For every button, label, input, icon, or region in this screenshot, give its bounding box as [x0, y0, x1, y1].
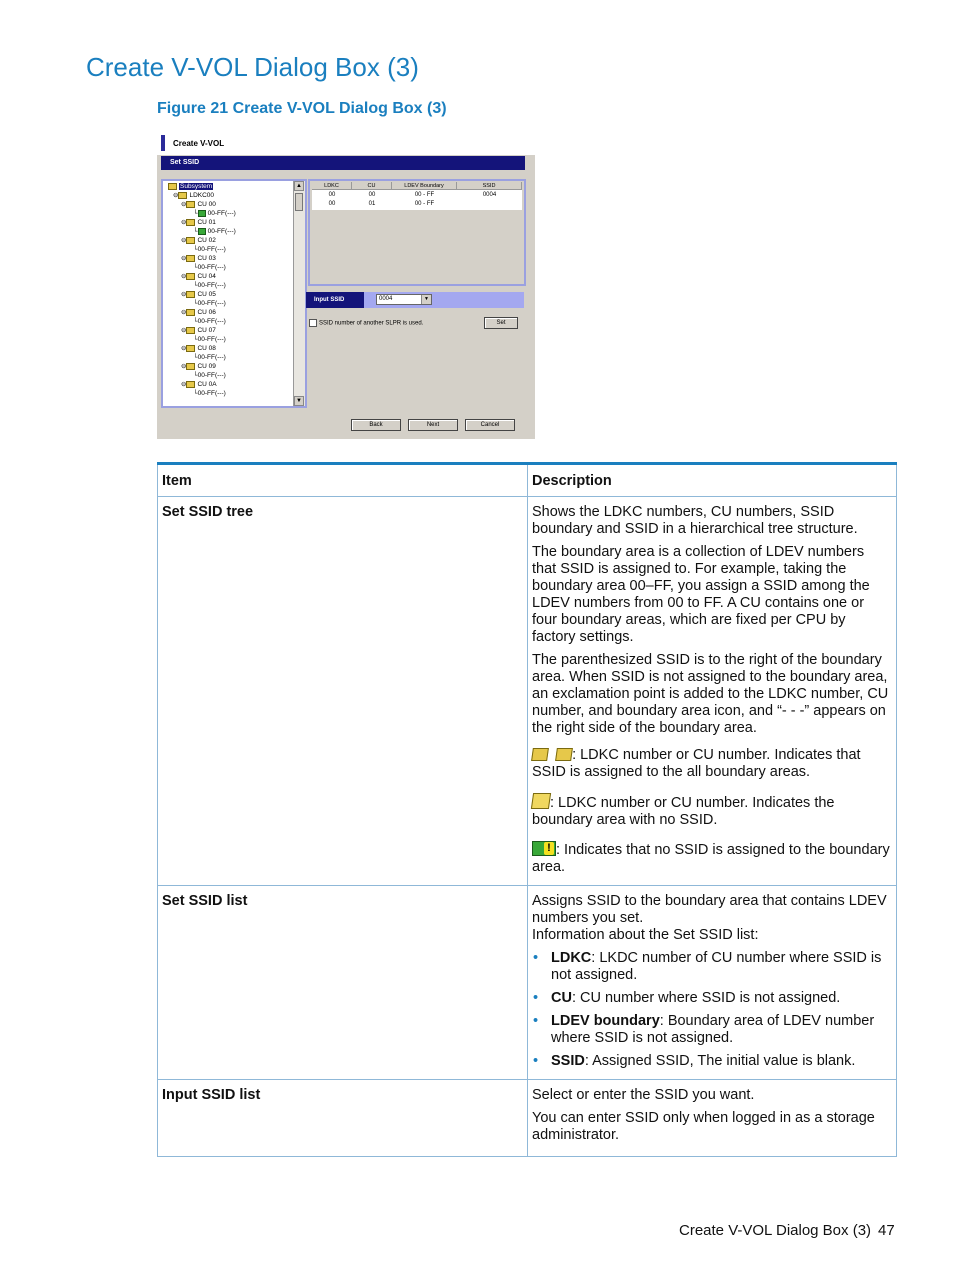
tree-ldkc[interactable]: ⊖ LDKC00 [173, 192, 215, 200]
folder-warning-icon [531, 793, 551, 809]
folder-icon [186, 345, 195, 352]
list-item: • LDKC: LKDC number of CU number where SSID is not assigned. [551, 950, 891, 984]
tree-boundary[interactable]: └00-FF(---) [193, 300, 226, 307]
folder-icon [186, 219, 195, 226]
tree-boundary[interactable]: └00-FF(---) [193, 372, 226, 379]
tree-cu[interactable]: ⊖ CU 07 [181, 327, 216, 335]
folder-icon [168, 183, 177, 190]
info-list [532, 950, 891, 1070]
tree-cu[interactable]: ⊖ CU 04 [181, 273, 216, 281]
description-paragraph: The parenthesized SSID is to the right of the boundary area. When SSID is not assigned to the boundary area, an exclamation point is added to the LDKC number, CU number, and boundary area icon, and “- - -” appears on the right side of the boundary area. [532, 652, 889, 736]
chevron-down-icon[interactable]: ▼ [421, 295, 431, 304]
col-header-ssid[interactable]: SSID [457, 182, 522, 190]
icon-note: : LDKC number or CU number. Indicates the boundary area with no SSID. [532, 795, 835, 828]
description-paragraph: Select or enter the SSID you want. [532, 1087, 755, 1103]
page-number: 47 [878, 1222, 895, 1239]
description-paragraph: Assigns SSID to the boundary area that contains LDEV numbers you set. [532, 893, 887, 926]
list-cell[interactable]: 00 [368, 192, 376, 198]
tree-boundary[interactable]: └00-FF(---) [193, 336, 226, 343]
input-ssid-value[interactable]: 0004 [379, 296, 393, 302]
icon-note: !: Indicates that no SSID is assigned to the boundary area. [532, 841, 891, 876]
table-row [158, 497, 897, 886]
tree-scrollbar[interactable] [293, 181, 305, 406]
boundary-warning-icon [198, 210, 206, 217]
section-header [161, 156, 525, 170]
folder-icon [186, 363, 195, 370]
folder-icon [186, 381, 195, 388]
tree-cu[interactable]: ⊖ CU 05 [181, 291, 216, 299]
col-header-ldev-boundary[interactable]: LDEV Boundary [392, 182, 457, 190]
tree-cu[interactable]: ⊖ CU 02 [181, 237, 216, 245]
description-paragraph: Information about the Set SSID list: [532, 927, 759, 943]
list-cell[interactable]: 00 [328, 192, 336, 198]
list-item: • SSID: Assigned SSID, The initial value is blank. [551, 1053, 891, 1070]
row-description [528, 1080, 897, 1157]
slpr-checkbox[interactable] [309, 319, 317, 327]
tree-boundary[interactable]: └00-FF(---) [193, 318, 226, 325]
tree-cu[interactable]: ⊖ CU 08 [181, 345, 216, 353]
ssid-list-body [312, 182, 522, 210]
dialog-title-bar [157, 131, 535, 155]
tree-boundary[interactable]: └00-FF(---) [193, 390, 226, 397]
ssid-list[interactable] [308, 179, 526, 286]
tree-cu[interactable]: ⊖ CU 01 [181, 219, 216, 227]
cancel-button[interactable]: Cancel [465, 419, 515, 431]
tree-boundary[interactable]: └ 00-FF(---) [193, 210, 236, 218]
folder-icon [186, 237, 195, 244]
tree-cu[interactable]: ⊖ CU 03 [181, 255, 216, 263]
slpr-checkbox-row[interactable] [309, 319, 423, 327]
table-row [158, 886, 897, 1080]
list-cell[interactable]: 00 [328, 201, 336, 207]
scroll-up-icon[interactable]: ▲ [294, 181, 304, 191]
back-button[interactable]: Back [351, 419, 401, 431]
description-paragraph: The boundary area is a collection of LDEV numbers that SSID is assigned to. For example, taking the boundary area 00–FF, you assign a SSID among the LDEV numbers from 00 to FF. A CU contains one or four boundary areas, which are fixed per CPU by factory settings. [532, 544, 870, 645]
folder-icon [186, 309, 195, 316]
next-button[interactable]: Next [408, 419, 458, 431]
create-vvol-dialog [157, 131, 535, 439]
footer-title: Create V-VOL Dialog Box (3) [679, 1222, 872, 1239]
boundary-warning-icon [198, 228, 206, 235]
ssid-tree[interactable] [161, 179, 307, 408]
boundary-warning-icon [532, 841, 556, 856]
list-cell[interactable]: 0004 [482, 192, 497, 198]
ldkc-folder-icon [531, 748, 549, 761]
tree-root[interactable]: Subsystem [168, 183, 213, 191]
table-row [158, 1080, 897, 1157]
folder-icon [186, 291, 195, 298]
list-cell[interactable]: 00 - FF [414, 201, 435, 207]
folder-icon [186, 201, 195, 208]
row-item: Set SSID tree [158, 497, 528, 886]
icon-note: : LDKC number or CU number. Indicates that SSID is assigned to the all boundary areas. [532, 747, 861, 780]
description-paragraph: Shows the LDKC numbers, CU numbers, SSID boundary and SSID in a hierarchical tree structure. [532, 504, 858, 537]
list-cell[interactable]: 00 - FF [414, 192, 435, 198]
row-item: Input SSID list [158, 1080, 528, 1157]
input-ssid-label: Input SSID [306, 292, 364, 308]
tree-cu[interactable]: ⊖ CU 09 [181, 363, 216, 371]
tree-boundary[interactable]: └00-FF(---) [193, 354, 226, 361]
col-header-cu[interactable]: CU [352, 182, 392, 190]
tree-boundary[interactable]: └00-FF(---) [193, 246, 226, 253]
dialog-accent [161, 135, 165, 151]
page-title: Create V-VOL Dialog Box (3) [86, 52, 419, 82]
list-item: • LDEV boundary: Boundary area of LDEV number where SSID is not assigned. [551, 1013, 891, 1047]
folder-icon [186, 273, 195, 280]
col-header-ldkc[interactable]: LDKC [312, 182, 352, 190]
row-description [528, 497, 897, 886]
tree-boundary[interactable]: └00-FF(---) [193, 264, 226, 271]
set-button[interactable]: Set [484, 317, 518, 329]
scroll-thumb[interactable] [295, 193, 303, 211]
description-table [157, 462, 897, 1157]
folder-icon [186, 255, 195, 262]
folder-icon [186, 327, 195, 334]
row-description [528, 886, 897, 1080]
scroll-down-icon[interactable]: ▼ [294, 396, 304, 406]
row-item: Set SSID list [158, 886, 528, 1080]
tree-cu[interactable]: ⊖ CU 06 [181, 309, 216, 317]
list-item: • CU: CU number where SSID is not assigned. [551, 990, 891, 1007]
section-header-label: Set SSID [170, 159, 200, 166]
slpr-checkbox-label: SSID number of another SLPR is used. [319, 320, 424, 327]
tree-cu[interactable]: ⊖ CU 0A [181, 381, 217, 389]
header-description: Description [528, 464, 897, 497]
input-ssid-combo[interactable] [376, 294, 432, 305]
table-header-row [158, 464, 897, 497]
header-item: Item [158, 464, 528, 497]
dialog-title: Create V-VOL [173, 139, 225, 148]
description-paragraph: You can enter SSID only when logged in as a storage administrator. [532, 1110, 875, 1143]
tree-boundary[interactable]: └00-FF(---) [193, 282, 226, 289]
tree-cu[interactable]: ⊖ CU 00 [181, 201, 216, 209]
figure-caption: Figure 21 Create V-VOL Dialog Box (3) [157, 100, 447, 117]
tree-boundary[interactable]: └ 00-FF(---) [193, 228, 236, 236]
cu-folder-icon [555, 748, 573, 761]
folder-icon [178, 192, 187, 199]
list-cell[interactable]: 01 [368, 201, 376, 207]
